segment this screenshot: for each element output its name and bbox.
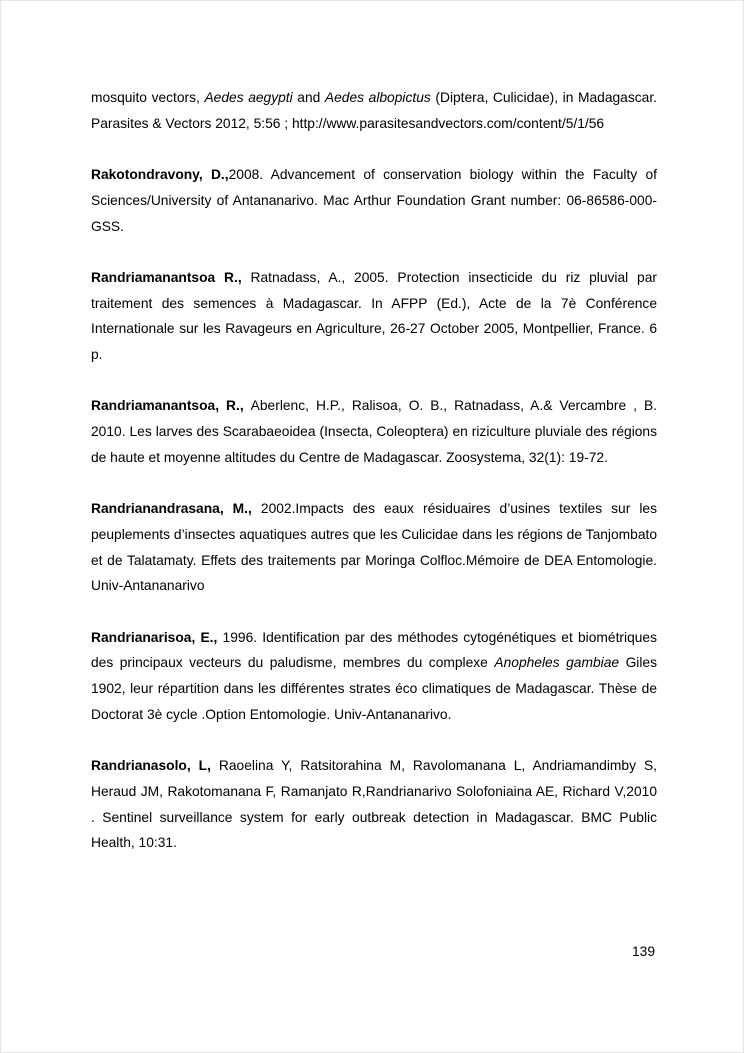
reference-entry	[91, 393, 657, 470]
reference-text: (Diptera, Culicidae), in Madagascar. Parasites & Vectors 2012, 5:56 ;	[91, 90, 657, 131]
author-name: Randrianarisoa, E.,	[91, 629, 223, 645]
reference-text: and	[292, 90, 325, 105]
author-name: Randriamanantsoa R.,	[91, 269, 251, 285]
reference-entry	[91, 265, 657, 368]
reference-url: http://www.parasitesandvectors.com/content/5/1/56	[291, 115, 605, 131]
species-name: Aedes aegypti	[204, 90, 293, 105]
author-name: Randrianandrasana, M.,	[91, 501, 261, 517]
reference-text: 2008. Advancement of conservation biology within the Faculty of Sciences/University of Antananarivo. Mac Arthur Foundation Grant number: 06-86586-000-GSS.	[91, 167, 657, 234]
author-name: Randriamanantsoa, R.,	[91, 398, 251, 414]
species-name: Anopheles gambiae	[494, 655, 620, 671]
author-name: Rakotondravony, D.,	[91, 167, 229, 183]
reference-text: Ratnadass, A., 2005. Protection insecticide du riz pluvial par traitement des semences à Madagascar. In AFPP (Ed.), Acte de la 7è Conférence Internationale sur les Ravageurs en Agriculture, 26-27 October 2005, Montpellier, France. 6 p.	[91, 269, 657, 362]
author-name: Randrianasolo, L,	[91, 758, 219, 774]
bibliography	[91, 85, 657, 856]
reference-entry	[91, 162, 657, 239]
species-name: Aedes albopictus	[324, 90, 431, 105]
reference-text: mosquito vectors,	[91, 90, 205, 105]
reference-text: 1996. Identification par des méthodes cytogénétiques et biométriques des principaux vecteurs du paludisme, membres du complexe	[91, 629, 657, 671]
page-number: 139	[631, 944, 655, 959]
reference-entry	[91, 625, 657, 728]
reference-entry	[91, 496, 657, 599]
reference-text: 2002.Impacts des eaux résiduaires d’usines textiles sur les peuplements d’insectes aquatiques autres que les Culicidae dans les régions de Tanjombato et de Talatamaty. Effets des traitements par Moringa Colfloc.Mémoire de DEA Entomologie. Univ-Antananarivo	[91, 501, 657, 594]
reference-entry	[91, 753, 657, 856]
reference-entry	[91, 85, 657, 136]
reference-text: Giles 1902, leur répartition dans les différentes strates éco climatiques de Madagascar. Thèse de Doctorat 3è cycle .Option Entomologie. Univ-Antananarivo.	[91, 655, 657, 722]
reference-text: Aberlenc, H.P., Ralisoa, O. B., Ratnadass, A.& Vercambre , B. 2010. Les larves des Scarabaeoidea (Insecta, Coleoptera) en riziculture pluviale des régions de haute et moyenne altitudes du Centre de Madagascar. Zoosystema, 32(1): 19-72.	[91, 398, 657, 465]
reference-text: Raoelina Y, Ratsitorahina M, Ravolomanana L, Andriamandimby S, Heraud JM, Rakotomanana F, Ramanjato R,Randrianarivo Solofoniaina AE, Richard V,2010 . Sentinel surveillance system for early outbreak detection in Madagascar. BMC Public Health, 10:31.	[91, 758, 658, 851]
